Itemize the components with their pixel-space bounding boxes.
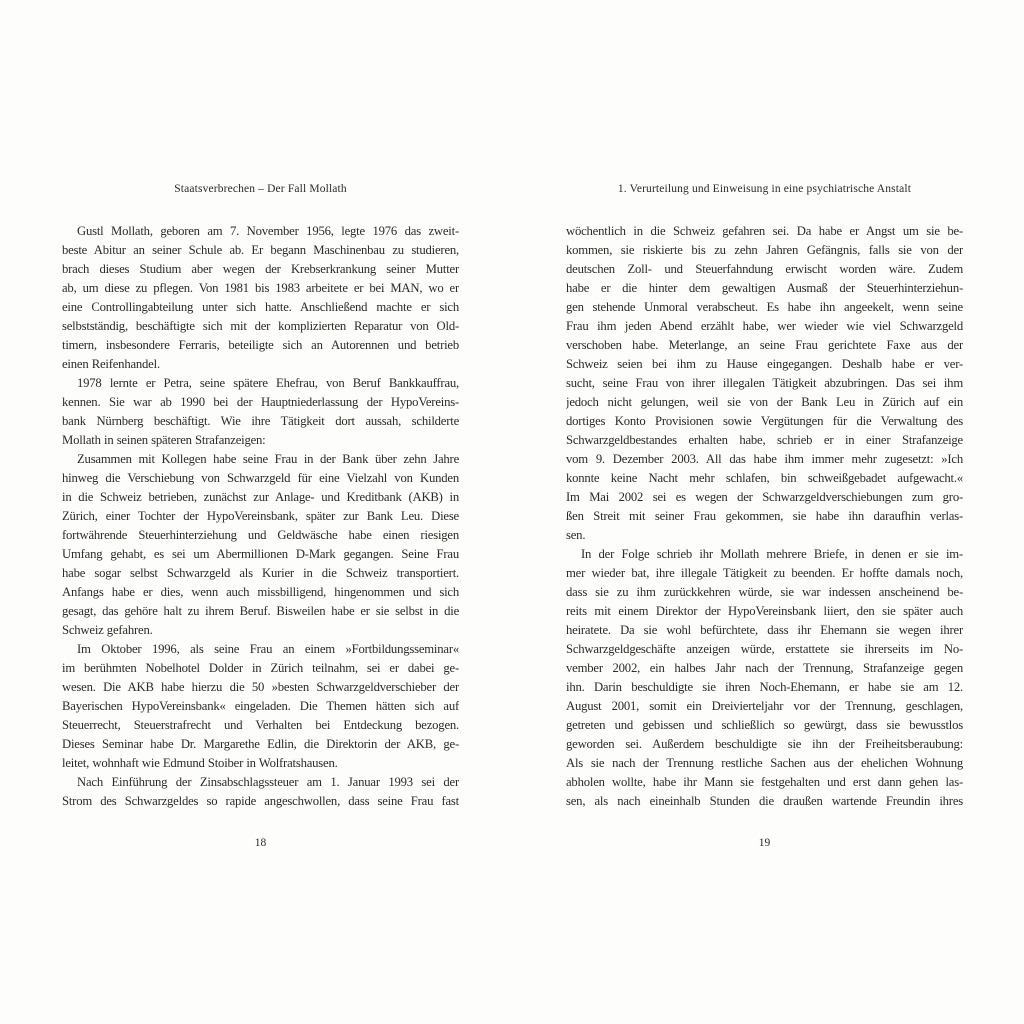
page-body-right — [566, 222, 963, 811]
text-line: einen Reifenhandel. — [62, 357, 160, 371]
text-line: habe sogar selbst Schwarzgeld als Kurier in die Schweiz transportiert. — [62, 566, 459, 580]
text-line: ihn. Darin beschuldigte sie ihren Noch-Ehemann, er habe sie am 12. — [566, 680, 963, 694]
text-line: gen stehende Unmoral verabscheut. Es habe ihn angeekelt, wenn seine — [566, 300, 963, 314]
text-line: Schwarzgeldbestandes erhalten habe, schrieb er in einer Strafanzeige — [566, 433, 963, 447]
text-line: timern, insbesondere Ferraris, beteiligte sich an Autorennen und betrieb — [62, 338, 459, 352]
text-line: Schweiz seien bei ihm zu Hause eingegangen. Deshalb habe er ver- — [566, 357, 963, 371]
text-line: hinweg die Verschiebung von Schwarzgeld für eine Vielzahl von Kunden — [62, 471, 459, 485]
text-line: Zusammen mit Kollegen habe seine Frau in der Bank über zehn Jahre — [77, 452, 459, 466]
text-line: ßen Streit mit seiner Frau gekommen, sie habe ihn daraufhin verlas- — [566, 509, 963, 523]
text-line: Zürich, einer Tochter der HypoVereinsbank, später zur Bank Leu. Diese — [62, 509, 459, 523]
text-line: mer wieder bat, ihre illegale Tätigkeit zu beenden. Er hoffte damals noch, — [566, 566, 963, 580]
text-line: Als sie nach der Trennung restliche Sachen aus der ehelichen Wohnung — [566, 756, 963, 770]
text-line: im berühmten Nobelhotel Dolder in Zürich teilnahm, sei er dabei ge- — [62, 661, 459, 675]
text-line: brach dieses Studium aber wegen der Krebserkrankung seiner Mutter — [62, 262, 459, 276]
text-line: Schwarzgeldgeschäfte anzeigen würde, erstattete sie ihrerseits im No- — [566, 642, 963, 656]
text-line: wesen. Die AKB habe hierzu die 50 »besten Schwarzgeldverschieber der — [62, 680, 459, 694]
text-line: vom 9. Dezember 2003. All das habe ihm immer mehr zugesetzt: »Ich — [566, 452, 963, 466]
text-line: jedoch nicht gelungen, weil sie von der Bank Leu in Zürich auf ein — [566, 395, 963, 409]
text-line: deutschen Zoll- und Steuerfahndung erwischt worden wäre. Zudem — [566, 262, 963, 276]
text-line: kennen. Sie war ab 1990 bei der Hauptniederlassung der HypoVereins- — [62, 395, 459, 409]
text-line: selbstständig, beschäftigte sich mit der komplizierten Reparatur von Old- — [62, 319, 459, 333]
text-line: eine Controllingabteilung unter sich hatte. Anschließend machte er sich — [62, 300, 459, 314]
text-line: beste Abitur an seiner Schule ab. Er begann Maschinenbau zu studieren, — [62, 243, 459, 257]
text-line: bank Nürnberg beschäftigt. Wie ihre Tätigkeit dort aussah, schilderte — [62, 414, 459, 428]
text-line: gesagt, das gehöre halt zu ihrem Beruf. Bisweilen habe er sie selbst in die — [62, 604, 459, 618]
text-line: Umfang gehabt, es sei um Abermillionen D-Mark gegangen. Seine Frau — [62, 547, 459, 561]
text-line: vember 2002, ein halbes Jahr nach der Trennung, Strafanzeige gegen — [566, 661, 963, 675]
text-line: Schweiz gefahren. — [62, 623, 153, 637]
text-line: Bayerischen HypoVereinsbank« eingeladen. Die Themen hätten sich auf — [62, 699, 459, 713]
text-line: Steuerrecht, Steuerstrafrecht und Verhalten bei Entdeckung bezogen. — [62, 718, 459, 732]
text-line: Frau ihm jeden Abend erzählt habe, wer wieder wie viel Schwarzgeld — [566, 319, 963, 333]
text-line: August 2001, somit ein Dreivierteljahr vor der Trennung, geschlagen, — [566, 699, 963, 713]
text-line: heiratete. Da sie wohl befürchtete, dass ihr Ehemann sie wegen ihrer — [566, 623, 963, 637]
text-line: dass sie zu ihm zurückkehren würde, sie war indessen anscheinend be- — [566, 585, 963, 599]
page-number-right: 19 — [758, 837, 771, 849]
text-line: sucht, seine Frau von ihrer illegalen Tätigkeit abzubringen. Das sei ihm — [566, 376, 963, 390]
text-line: getreten und gebissen und schließlich so gewürgt, dass sie bewusstlos — [566, 718, 963, 732]
text-line: 1978 lernte er Petra, seine spätere Ehefrau, von Beruf Bankkauffrau, — [77, 376, 459, 390]
text-line: In der Folge schrieb ihr Mollath mehrere Briefe, in denen er sie im- — [581, 547, 963, 561]
text-line: in die Schweiz betrieben, zunächst zur Anlage- und Kreditbank (AKB) in — [62, 490, 459, 504]
text-line: reits mit einem Direktor der HypoVereinsbank liiert, den sie später auch — [566, 604, 963, 618]
left-page — [62, 0, 459, 1024]
running-header-right: 1. Verurteilung und Einweisung in eine psychiatrische Anstalt — [617, 183, 912, 195]
text-line: sen, als nach eineinhalb Stunden die draußen wartende Freundin ihres — [566, 794, 963, 808]
text-line: Gustl Mollath, geboren am 7. November 1956, legte 1976 das zweit- — [77, 224, 459, 238]
text-line: fortwährende Steuerhinterziehung und Geldwäsche habe einen riesigen — [62, 528, 459, 542]
text-line: Mollath in seinen späteren Strafanzeigen: — [62, 433, 266, 447]
text-line: Dieses Seminar habe Dr. Margarethe Edlin, die Direktorin der AKB, ge- — [62, 737, 459, 751]
text-line: leitet, wohnhaft wie Edmund Stoiber in Wolfratshausen. — [62, 756, 338, 770]
text-line: habe er die hinter dem gewaltigen Ausmaß der Steuerhinterziehun- — [566, 281, 963, 295]
text-line: Anfangs habe er dies, wenn auch missbilligend, hingenommen und sich — [62, 585, 459, 599]
text-line: ab, um diese zu pflegen. Von 1981 bis 1983 arbeitete er bei MAN, wo er — [62, 281, 459, 295]
right-page — [566, 0, 963, 1024]
text-line: sen. — [566, 528, 586, 542]
page-number-left: 18 — [254, 837, 267, 849]
text-line: kommen, sie riskierte bis zu zehn Jahren Gefängnis, falls sie von der — [566, 243, 963, 257]
text-line: wöchentlich in die Schweiz gefahren sei. Da habe er Angst um sie be- — [566, 224, 963, 238]
page-body-left — [62, 222, 459, 811]
text-line: abholen wollte, habe ihr Mann sie festgehalten und erst dann gehen las- — [566, 775, 963, 789]
text-line: Strom des Schwarzgeldes so rapide angeschwollen, dass seine Frau fast — [62, 794, 459, 808]
text-line: verschoben habe. Meterlange, an seine Frau gerichtete Faxe aus der — [566, 338, 963, 352]
text-line: Im Mai 2002 sei es wegen der Schwarzgeldverschiebungen zum gro- — [566, 490, 963, 504]
text-line: geworden sei. Außerdem beschuldigte sie ihn der Freiheitsberaubung: — [566, 737, 963, 751]
running-header-left: Staatsverbrechen – Der Fall Mollath — [174, 183, 347, 195]
text-line: Nach Einführung der Zinsabschlagssteuer am 1. Januar 1993 sei der — [77, 775, 459, 789]
text-line: Im Oktober 1996, als seine Frau an einem »Fortbildungsseminar« — [77, 642, 459, 656]
text-line: dortiges Konto Provisionen sowie Vergütungen für die Verwaltung des — [566, 414, 963, 428]
text-line: konnte keine Nacht mehr schlafen, bin schweißgebadet aufgewacht.« — [566, 471, 963, 485]
